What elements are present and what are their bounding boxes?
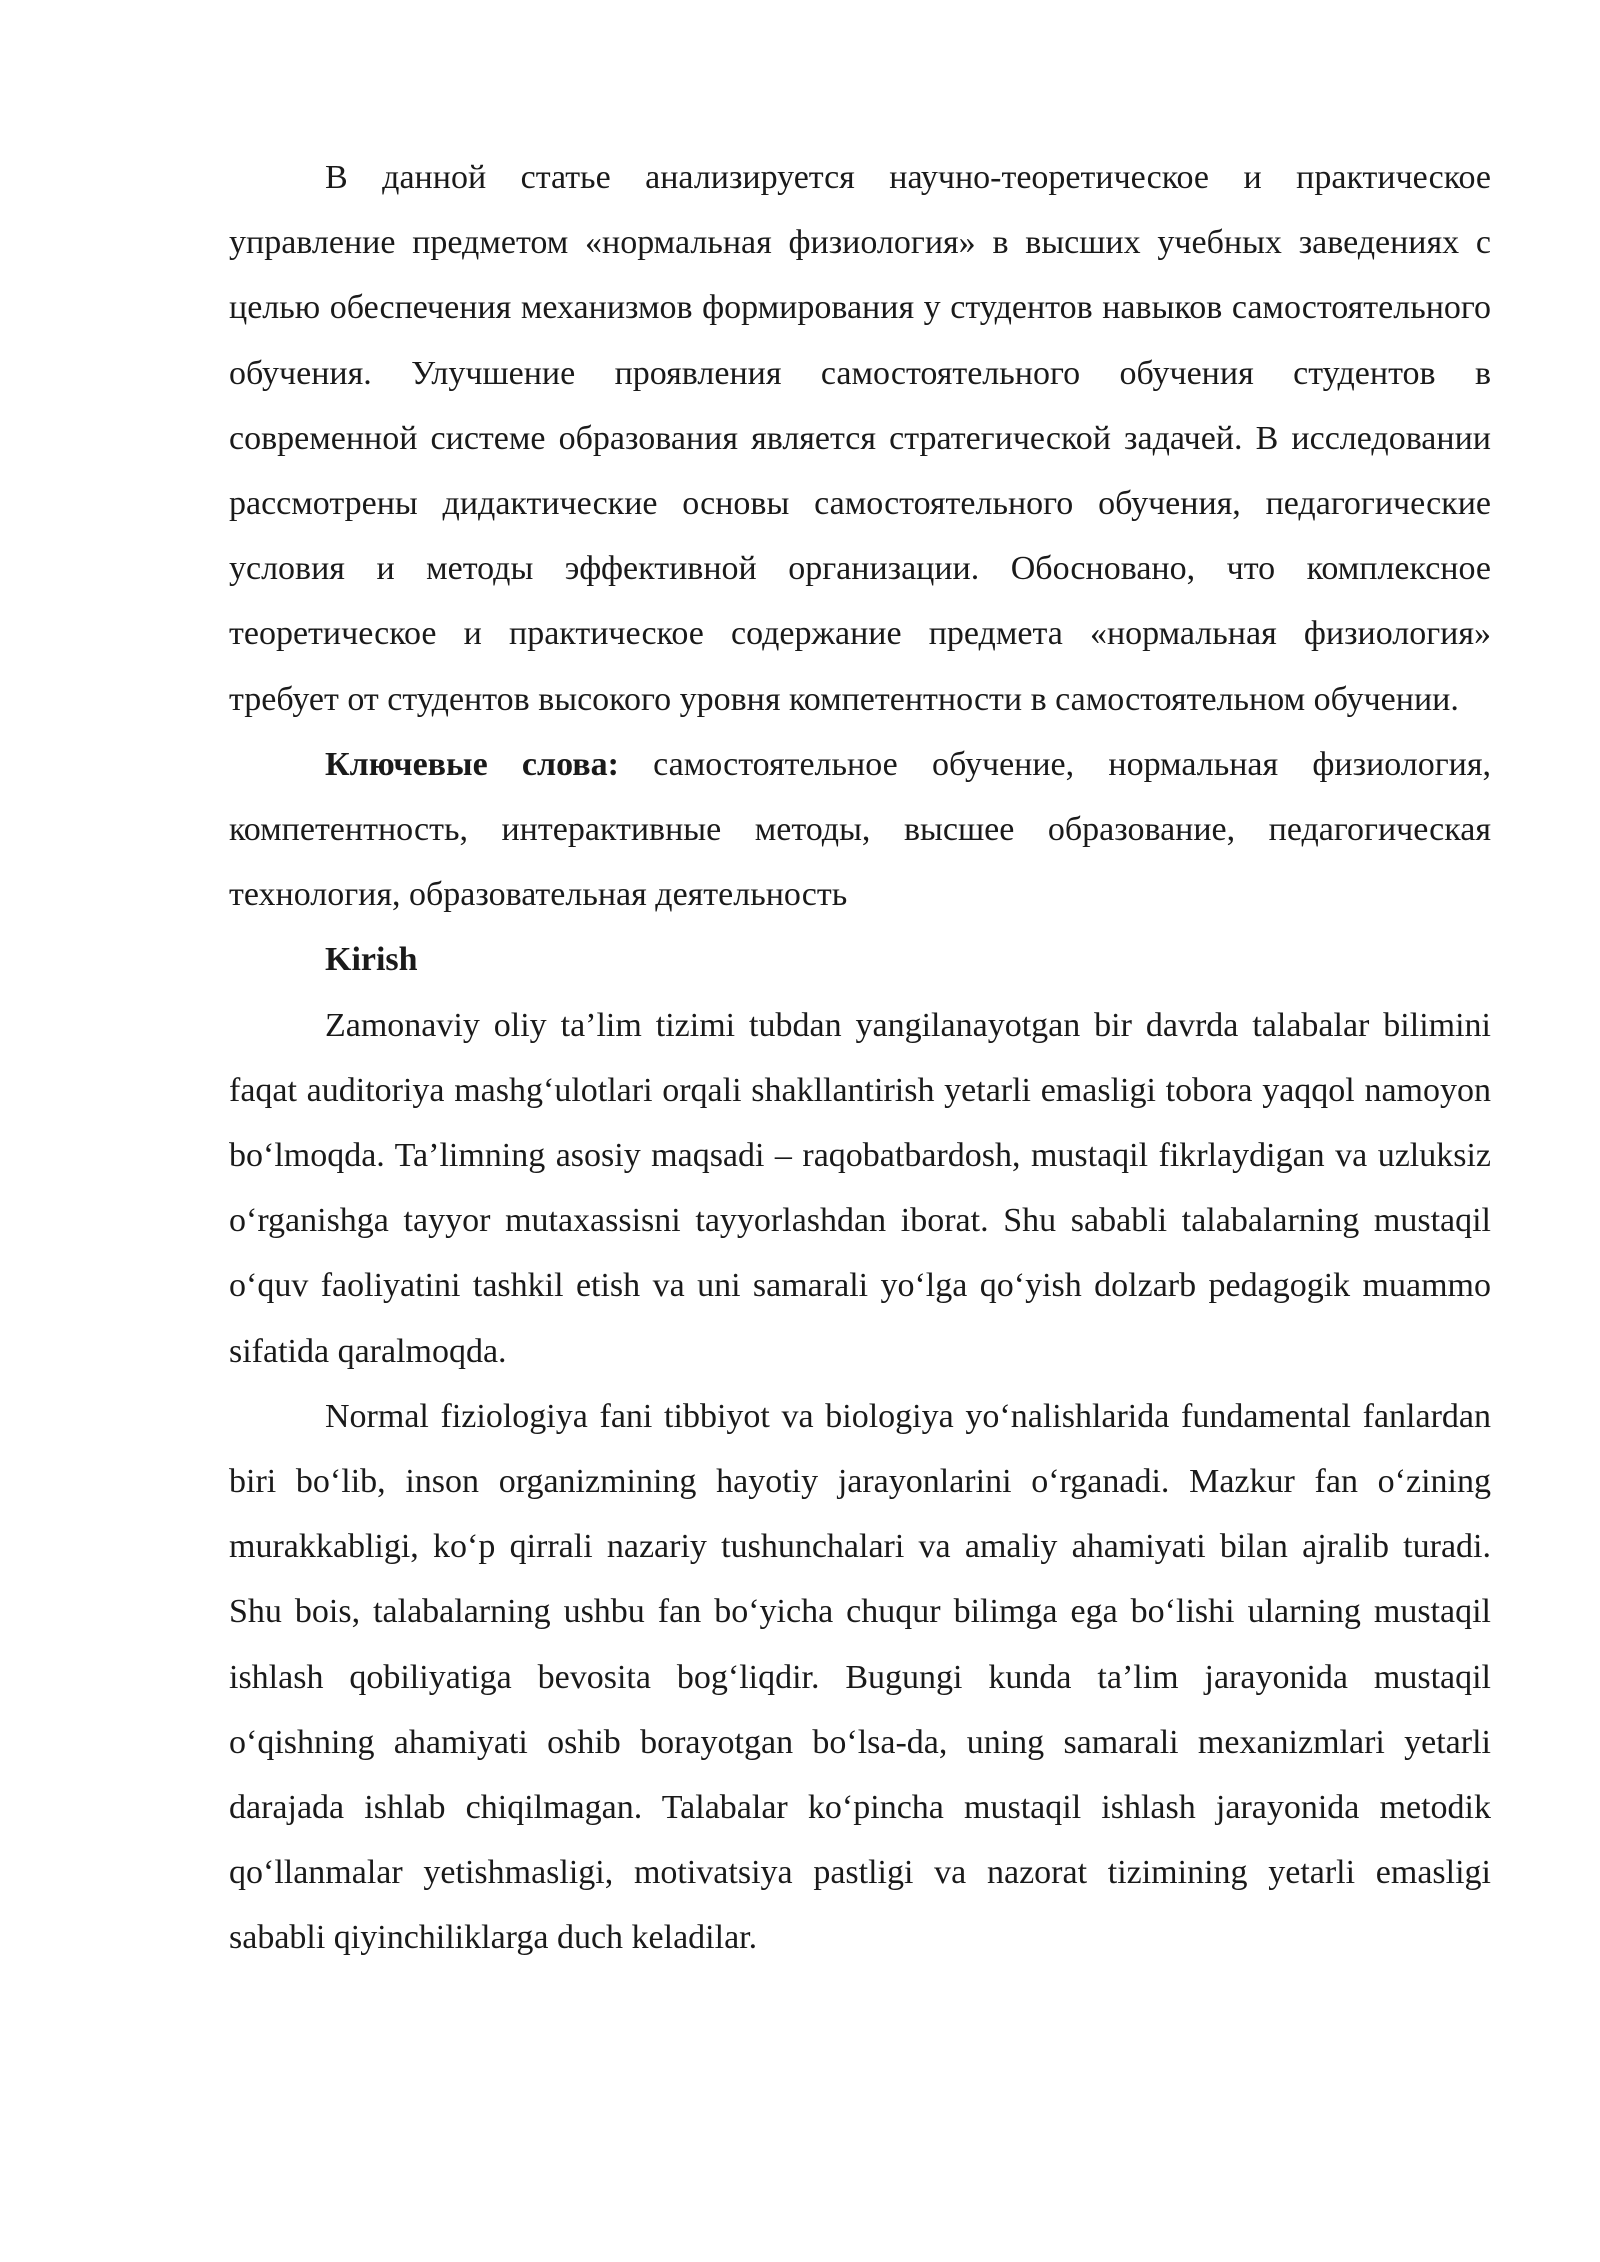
document-page [229,145,1491,1971]
keywords-paragraph [229,732,1491,928]
abstract-paragraph: В данной статье анализируется научно-теоретическое и практическое управление предметом «нормальная физиология» в высших учебных заведениях с целью обеспечения механизмов формирования у студентов навыков самостоятельного обучения. Улучшение проявления самостоятельного обучения студентов в современной системе образования является стратегической задачей. В исследовании рассмотрены дидактические основы самостоятельного обучения, педагогические условия и методы эффективной организации. Обосновано, что комплексное теоретическое и практическое содержание предмета «нормальная физиология» требует от студентов высокого уровня компетентности в самостоятельном обучении. [229,159,1491,718]
keywords-label: Ключевые слова: [325,745,619,783]
body-paragraph-1: Zamonaviy oliy ta’lim tizimi tubdan yangilanayotgan bir davrda talabalar bilimini faqat auditoriya mashg‘ulotlari orqali shakllantirish yetarli emasligi tobora yaqqol namoyon bo‘lmoqda. Ta’limning asosiy maqsadi – raqobatbardosh, mustaqil fikrlaydigan va uzluksiz o‘rganishga tayyor mutaxassisni tayyorlashdan iborat. Shu sababli talabalarning mustaqil o‘quv faoliyatini tashkil etish va uni samarali yo‘lga qo‘yish dolzarb pedagogik muammo sifatida qaralmoqda. [229,1006,1491,1370]
body-paragraph-2: Normal fiziologiya fani tibbiyot va biologiya yo‘nalishlarida fundamental fanlardan biri bo‘lib, inson organizmining hayotiy jarayonlarini o‘rganadi. Mazkur fan o‘zining murakkabligi, ko‘p qirrali nazariy tushunchalari va amaliy ahamiyati bilan ajralib turadi. Shu bois, talabalarning ushbu fan bo‘yicha chuqur bilimga ega bo‘lishi ularning mustaqil ishlash qobiliyatiga bevosita bog‘liqdir. Bugungi kunda ta’lim jarayonida mustaqil o‘qishning ahamiyati oshib borayotgan bo‘lsa-da, uning samarali mexanizmlari yetarli darajada ishlab chiqilmagan. Talabalar ko‘pincha mustaqil ishlash jarayonida metodik qo‘llanmalar yetishmasligi, motivatsiya pastligi va nazorat tizimining yetarli emasligi sababli qiyinchiliklarga duch keladilar. [229,1397,1491,1957]
section-heading: Kirish [325,941,418,979]
keywords-text: самостоятельное обучение, нормальная физиология, компетентность, интерактивные методы, высшее образование, педагогическая технология, образовательная деятельность [229,745,1492,914]
